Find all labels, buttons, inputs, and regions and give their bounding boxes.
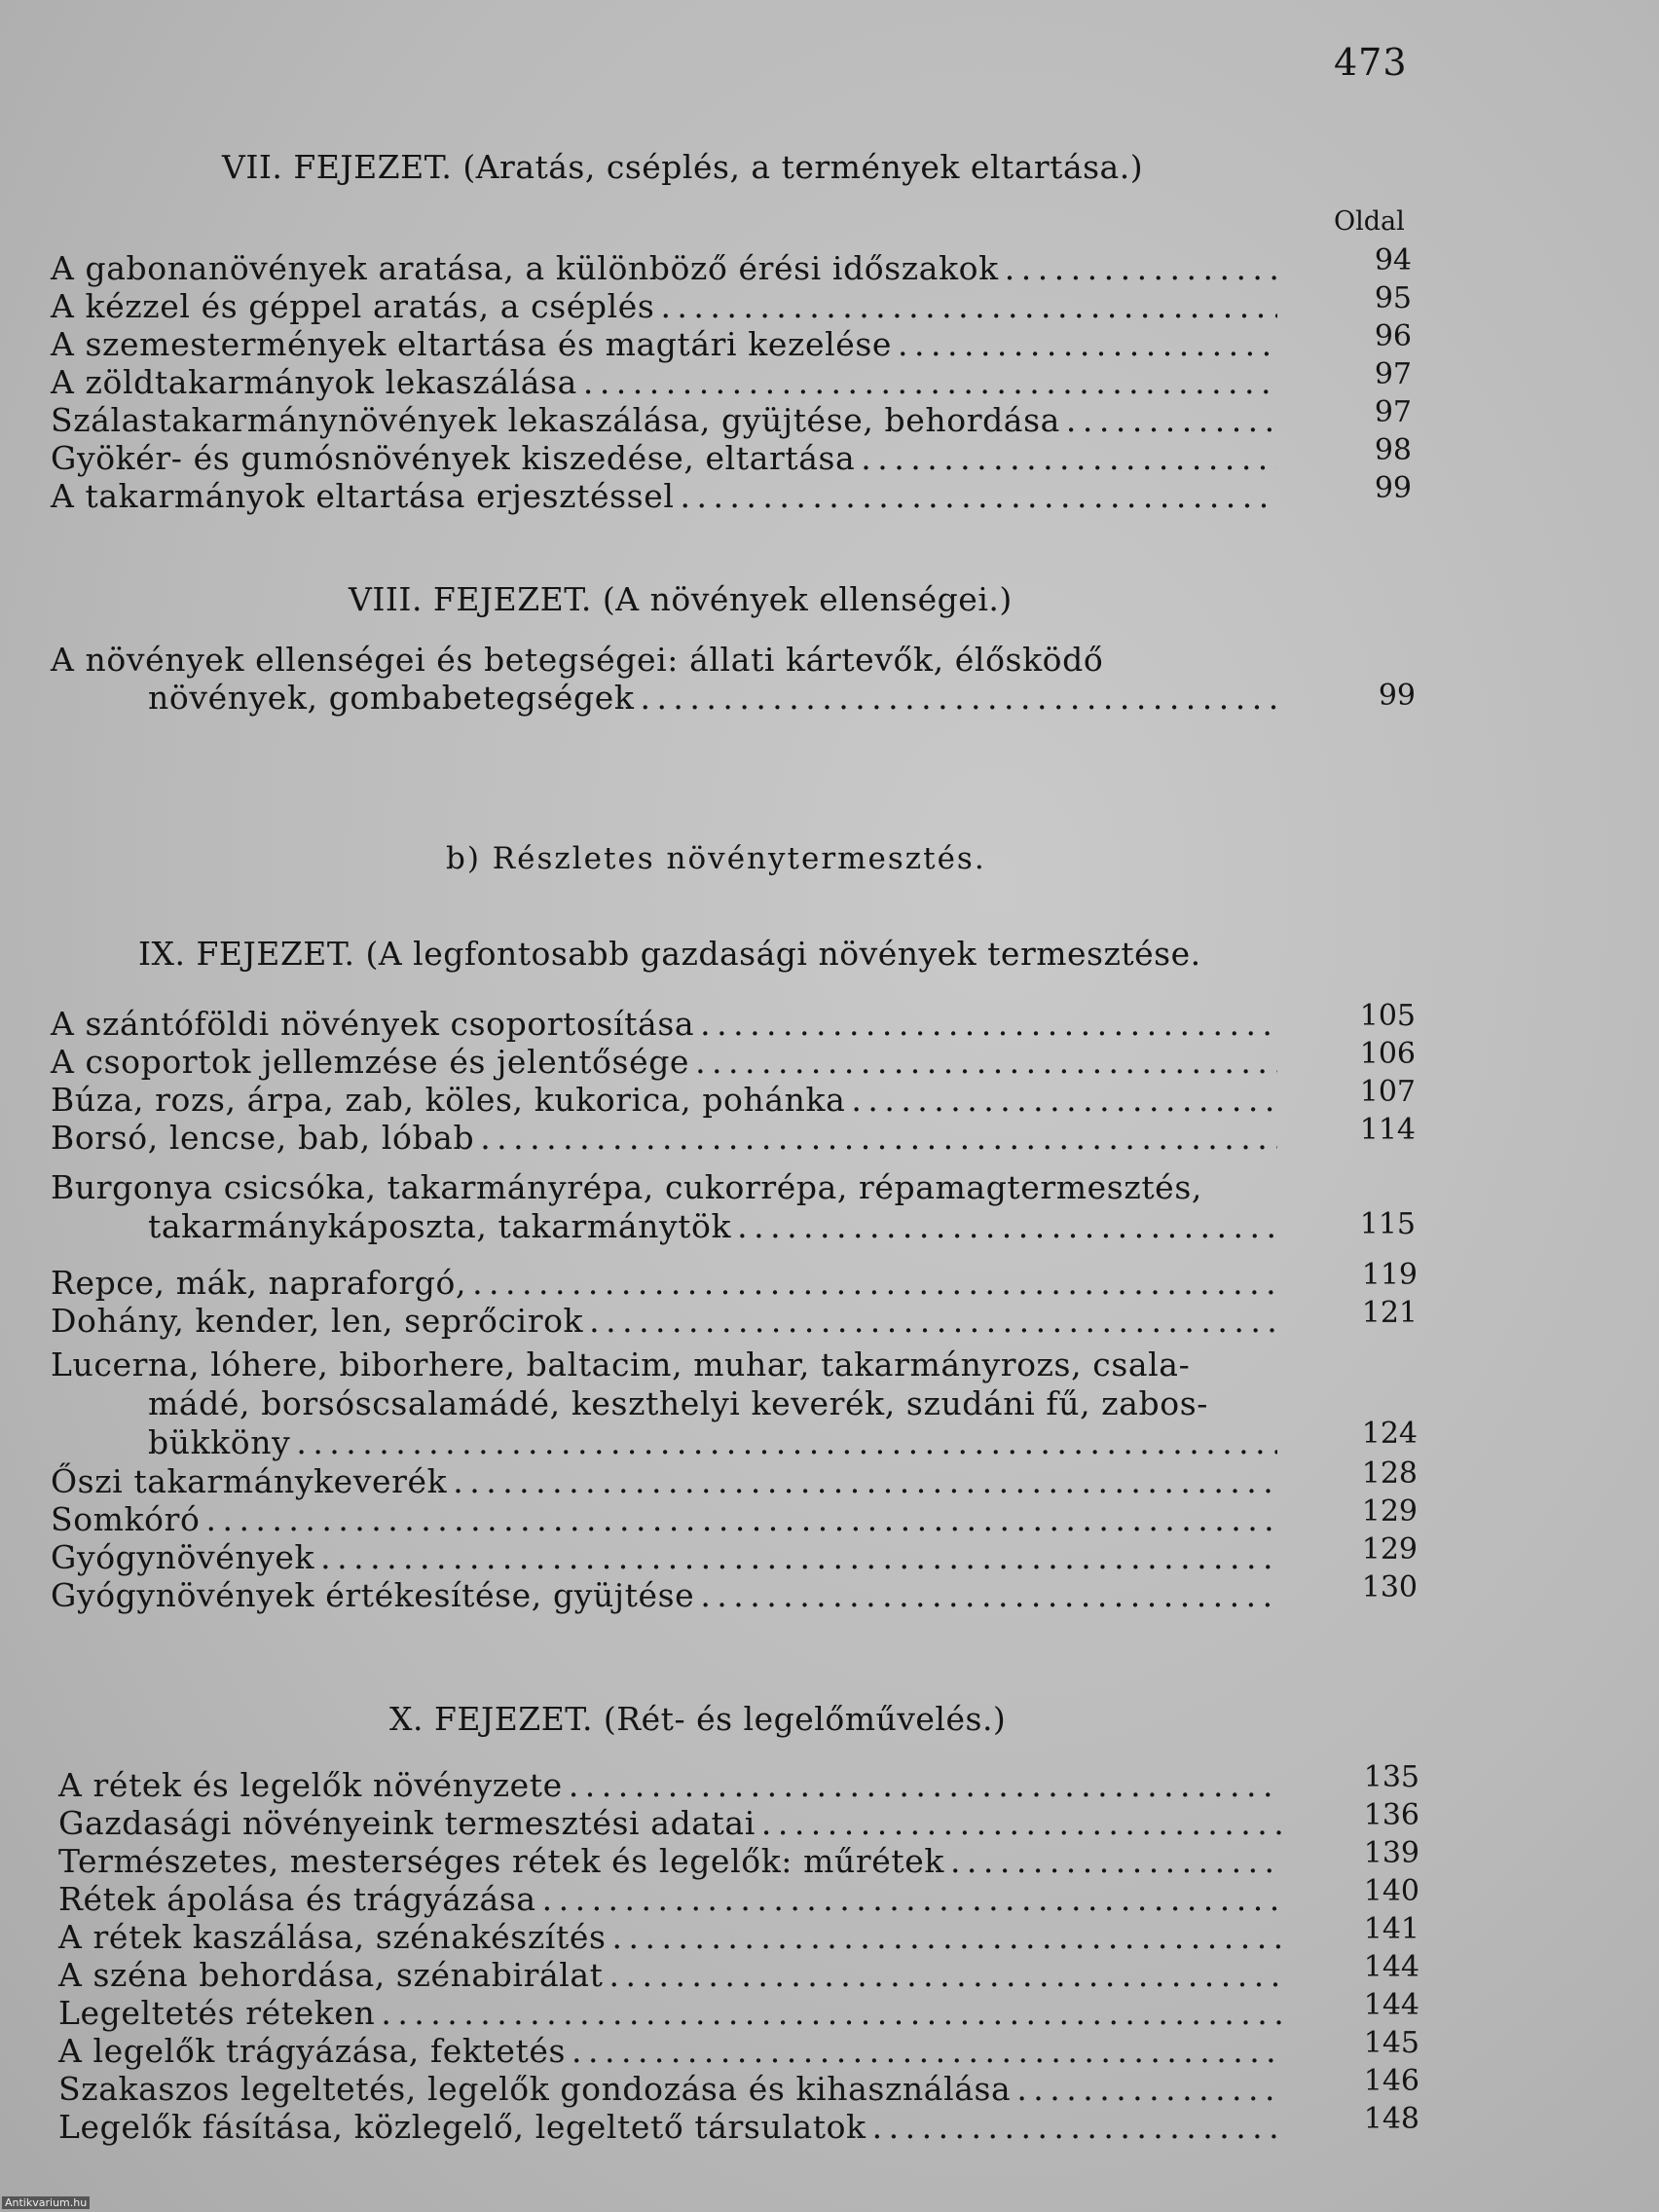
toc-entry-page: 129 (1361, 1532, 1418, 1567)
dot-leader (320, 1538, 1277, 1576)
dot-leader (381, 1994, 1281, 2032)
toc-entry (51, 1538, 1283, 1576)
toc-entry-page: 97 (1374, 395, 1412, 429)
dot-leader (1005, 249, 1277, 287)
toc-entry-text: A gabonanövények aratása, a különböző érési időszakok (51, 249, 999, 287)
dot-leader (861, 439, 1277, 477)
toc-entry-page: 121 (1361, 1296, 1418, 1330)
dot-leader (569, 1766, 1281, 1804)
toc-entry-page: 135 (1363, 1760, 1419, 1794)
toc-entry-text: A szántóföldi növények csoportosítása (51, 1005, 695, 1043)
dot-leader (737, 1207, 1277, 1245)
toc-entry (51, 363, 1283, 401)
dot-leader (296, 1423, 1277, 1461)
dot-leader (571, 2032, 1281, 2070)
toc-entry-text: Rétek ápolása és trágyázása (58, 1880, 536, 1918)
toc-entry (148, 1423, 1283, 1461)
dot-leader (761, 1804, 1281, 1842)
toc-entry-page: 141 (1363, 1912, 1419, 1946)
toc-entry-text: Szálastakarmánynövények lekaszálása, gyüjtése, behordása (51, 401, 1060, 439)
chapter-9-heading: IX. FEJEZET. (A legfontosabb gazdasági növények termesztése. (138, 935, 1201, 973)
toc-entry-line: A növények ellenségei és betegségei: állati kártevők, élősködő (51, 641, 1104, 679)
dot-leader (695, 1043, 1277, 1081)
toc-entry (58, 2108, 1287, 2146)
toc-entry (51, 1043, 1283, 1081)
toc-entry (58, 2032, 1287, 2070)
toc-entry (58, 1842, 1287, 1880)
toc-entry-text: Gyökér- és gumósnövények kiszedése, eltartása (51, 439, 856, 477)
toc-entry-text: bükköny (148, 1423, 291, 1461)
toc-entry (51, 1576, 1283, 1614)
toc-entry (51, 1264, 1283, 1302)
dot-leader (680, 477, 1277, 515)
dot-leader (472, 1264, 1277, 1302)
toc-entry-text: Dohány, kender, len, seprőcirok (51, 1302, 584, 1340)
toc-entry (58, 1880, 1287, 1918)
toc-entry-line: mádé, borsóscsalamádé, keszthelyi keverék, szudáni fű, zabos- (148, 1384, 1208, 1422)
dot-leader (453, 1462, 1277, 1500)
toc-entry-page: 106 (1359, 1037, 1416, 1071)
toc-entry-page: 136 (1363, 1798, 1419, 1832)
toc-entry (58, 1994, 1287, 2032)
toc-entry-page: 145 (1363, 2026, 1419, 2060)
dot-leader (851, 1081, 1277, 1119)
toc-entry-page: 107 (1359, 1075, 1416, 1109)
toc-entry-text: Gazdasági növényeink termesztési adatai (58, 1804, 756, 1842)
toc-entry-text: A takarmányok eltartása erjesztéssel (51, 477, 675, 515)
toc-entry-text: A csoportok jellemzése és jelentősége (51, 1043, 690, 1081)
toc-entry (51, 1081, 1283, 1119)
toc-entry-page: 148 (1363, 2102, 1419, 2136)
toc-entry (51, 249, 1283, 287)
toc-entry-text: Legelők fásítása, közlegelő, legeltető társulatok (58, 2108, 866, 2146)
toc-entry-text: A legelők trágyázása, fektetés (58, 2032, 567, 2070)
dot-leader (205, 1500, 1277, 1538)
toc-entry-page: 115 (1359, 1207, 1416, 1241)
dot-leader (589, 1302, 1277, 1340)
toc-entry-page: 129 (1361, 1494, 1418, 1529)
toc-entry-text: Legeltetés réteken (58, 1994, 376, 2032)
dot-leader (898, 325, 1277, 363)
toc-entry-text: Gyógynövények értékesítése, gyüjtése (51, 1576, 695, 1614)
toc-entry (58, 1804, 1287, 1842)
dot-leader (542, 1880, 1281, 1918)
toc-entry-text: Természetes, mesterséges rétek és legelők: műrétek (58, 1842, 944, 1880)
chapter-8-heading: VIII. FEJEZET. (A növények ellenségei.) (349, 580, 1013, 618)
dot-leader (640, 679, 1277, 717)
toc-entry (51, 287, 1283, 325)
dot-leader (583, 363, 1277, 401)
watermark: Antikvarium.hu (2, 2196, 90, 2209)
toc-entry-text: Repce, mák, napraforgó, (51, 1264, 467, 1302)
part-b-heading: b) Részletes növénytermesztés. (446, 841, 986, 876)
toc-entry-text: Somkóró (51, 1500, 201, 1538)
toc-entry (58, 1918, 1287, 1956)
toc-entry-text: Borsó, lencse, bab, lóbab (51, 1119, 475, 1157)
toc-entry-page: 146 (1363, 2064, 1419, 2098)
dot-leader (950, 1842, 1281, 1880)
toc-entry-page: 128 (1361, 1456, 1418, 1491)
toc-entry-line: Burgonya csicsóka, takarmányrépa, cukorrépa, répamagtermesztés, (51, 1168, 1202, 1206)
toc-entry-page: 144 (1363, 1988, 1419, 2022)
dot-leader (480, 1119, 1277, 1157)
toc-entry-text: A kézzel és géppel aratás, a cséplés (51, 287, 655, 325)
toc-entry-text: Szakaszos legeltetés, legelők gondozása és kihasználása (58, 2070, 1012, 2108)
toc-entry-page: 99 (1378, 679, 1416, 713)
dot-leader (700, 1005, 1277, 1043)
toc-entry-text: A rétek és legelők növényzete (58, 1766, 563, 1804)
toc-entry-text: A rétek kaszálása, szénakészítés (58, 1918, 607, 1956)
toc-entry-text: Búza, rozs, árpa, zab, köles, kukorica, pohánka (51, 1081, 846, 1119)
toc-entry-text: A széna behordása, szénabirálat (58, 1956, 604, 1994)
toc-entry (58, 1766, 1287, 1804)
dot-leader (872, 2108, 1281, 2146)
toc-entry-page: 97 (1374, 357, 1412, 391)
toc-entry-page: 95 (1374, 281, 1412, 315)
toc-entry (51, 439, 1283, 477)
toc-entry-page: 124 (1361, 1417, 1418, 1451)
oldal-label: Oldal (1334, 206, 1405, 237)
dot-leader (612, 1918, 1282, 1956)
toc-entry (51, 1302, 1283, 1340)
toc-entry-text: Gyógynövények (51, 1538, 315, 1576)
toc-entry (58, 1956, 1287, 1994)
toc-entry (148, 679, 1283, 717)
toc-entry-line: Lucerna, lóhere, biborhere, baltacim, muhar, takarmányrozs, csala- (51, 1346, 1191, 1383)
chapter-10-heading: X. FEJEZET. (Rét- és legelőművelés.) (389, 1700, 1007, 1738)
dot-leader (660, 287, 1277, 325)
chapter-7-heading: VII. FEJEZET. (Aratás, cséplés, a termények eltartása.) (222, 148, 1144, 186)
toc-entry-page: 96 (1374, 319, 1412, 353)
page-number: 473 (1334, 41, 1408, 84)
toc-entry (51, 477, 1283, 515)
toc-entry (58, 2070, 1287, 2108)
toc-entry-page: 140 (1363, 1874, 1419, 1908)
toc-entry-page: 130 (1361, 1570, 1418, 1604)
toc-entry (51, 1005, 1283, 1043)
toc-entry-page: 114 (1359, 1113, 1416, 1147)
toc-entry-text: A zöldtakarmányok lekaszálása (51, 363, 577, 401)
toc-entry-page: 139 (1363, 1836, 1419, 1870)
toc-entry-text: A szemestermények eltartása és magtári kezelése (51, 325, 893, 363)
dot-leader (1016, 2070, 1281, 2108)
dot-leader (1066, 401, 1277, 439)
toc-entry-text: Őszi takarmánykeverék (51, 1462, 448, 1500)
toc-entry (51, 1462, 1283, 1500)
toc-entry-page: 119 (1361, 1258, 1418, 1292)
toc-entry (51, 1500, 1283, 1538)
toc-entry-page: 105 (1359, 999, 1416, 1033)
toc-entry-text: takarmánykáposzta, takarmánytök (148, 1207, 732, 1245)
toc-entry-page: 99 (1374, 471, 1412, 505)
toc-entry-page: 144 (1363, 1950, 1419, 1984)
dot-leader (609, 1956, 1281, 1994)
toc-entry-page: 94 (1374, 243, 1412, 277)
toc-entry (148, 1207, 1283, 1245)
dot-leader (700, 1576, 1277, 1614)
toc-entry-text: növények, gombabetegségek (148, 679, 635, 717)
toc-entry (51, 401, 1283, 439)
toc-entry-page: 98 (1374, 433, 1412, 467)
toc-entry (51, 1119, 1283, 1157)
toc-entry (51, 325, 1283, 363)
